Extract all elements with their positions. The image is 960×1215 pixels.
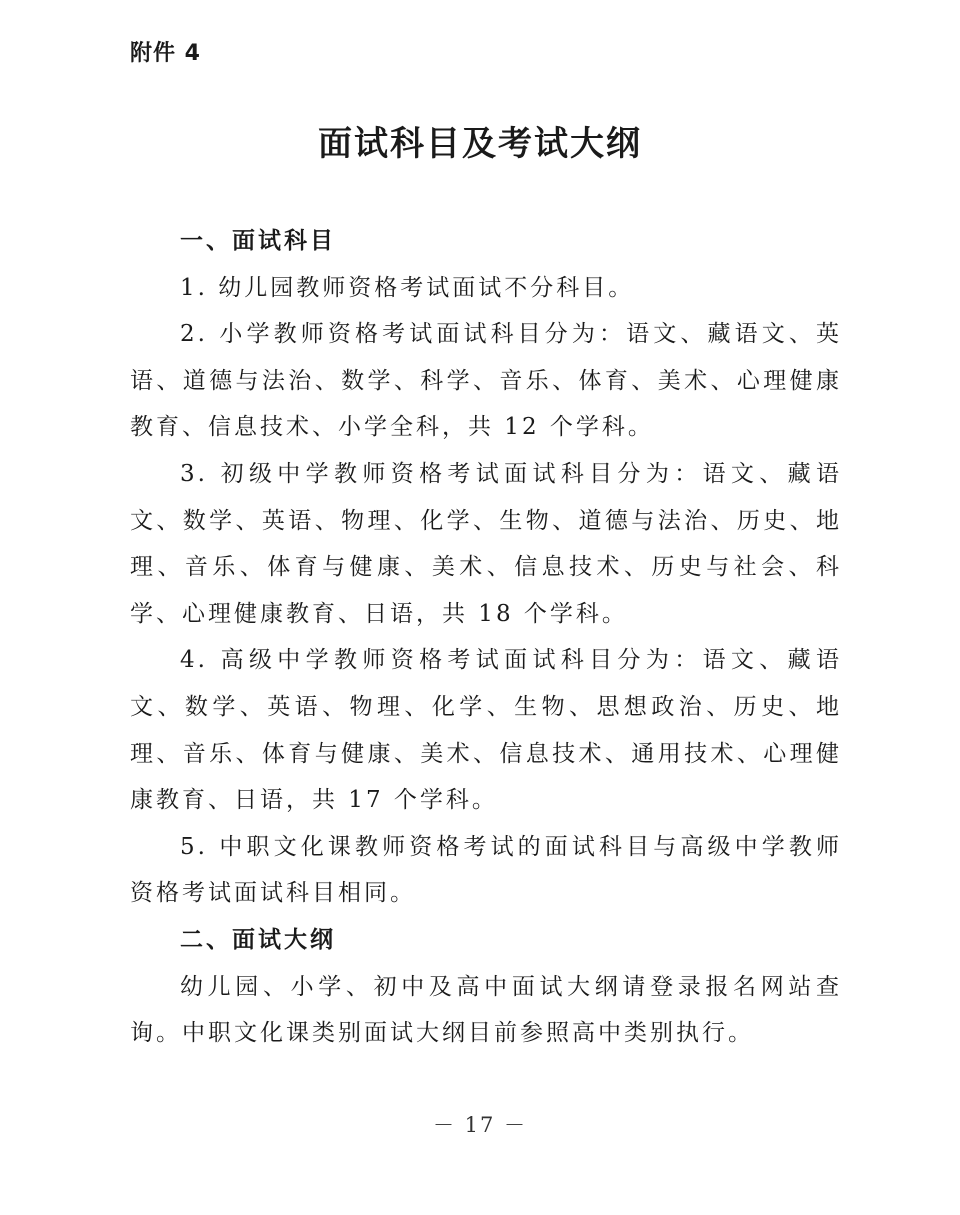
subject-item-junior-middle: 3. 初级中学教师资格考试面试科目分为：语文、藏语文、数学、英语、物理、化学、生物、道德与法治、历史、地理、音乐、体育与健康、美术、信息技术、历史与社会、科学、心理健康教育、日语，共 18 个学科。 [130,460,842,627]
section-heading-interview-outline: 二、面试大纲 [180,926,336,953]
attachment-label: 附件 4 [130,41,201,66]
document-title: 面试科目及考试大纲 [318,124,642,164]
subject-item-vocational: 5. 中职文化课教师资格考试的面试科目与高级中学教师资格考试面试科目相同。 [130,833,842,907]
page-number: － 17 － [432,1113,528,1137]
subject-item-senior-high: 4. 高级中学教师资格考试面试科目分为：语文、藏语文、数学、英语、物理、化学、生物、思想政治、历史、地理、音乐、体育与健康、美术、信息技术、通用技术、心理健康教育、日语，共 17 个学科。 [130,647,842,814]
outline-paragraph: 幼儿园、小学、初中及高中面试大纲请登录报名网站查询。中职文化课类别面试大纲目前参照高中类别执行。 [130,973,842,1047]
subject-item-primary: 2. 小学教师资格考试面试科目分为：语文、藏语文、英语、道德与法治、数学、科学、音乐、体育、美术、心理健康教育、信息技术、小学全科，共 12 个学科。 [130,321,842,441]
document-body [130,218,842,1057]
subject-item-kindergarten: 1. 幼儿园教师资格考试面试不分科目。 [180,274,635,301]
section-heading-interview-subjects: 一、面试科目 [180,228,336,254]
